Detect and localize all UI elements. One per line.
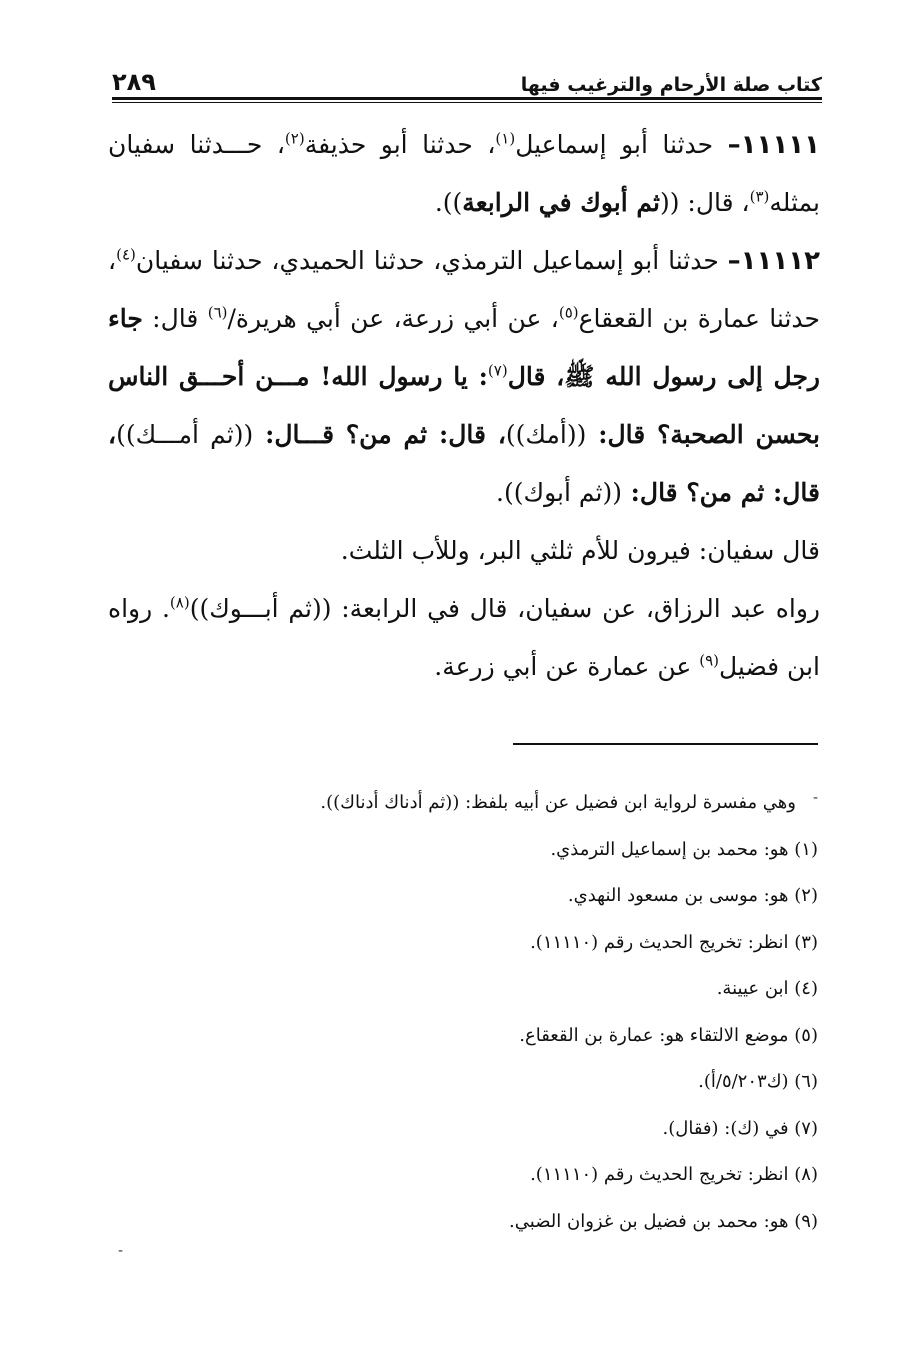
- quoted-text: ((أمك)): [505, 420, 587, 449]
- footnote-6: (٦) (ك٥/٢٠٣/أ).: [698, 1071, 818, 1092]
- prophetic-text: ثم أبوك في الرابعة: [462, 188, 660, 217]
- hadith-number: ١١١١١–: [727, 130, 821, 160]
- hadith-11111: [108, 116, 820, 232]
- footnotes: [150, 780, 818, 1245]
- footnote-ref: (٤): [116, 245, 136, 264]
- hadith-text: حدثنا أبو إسماعيل الترمذي، حدثنا الحميدي، حدثنا سفيان: [135, 246, 719, 275]
- prophetic-text: ، قال: ثم من؟ قـــال:: [253, 420, 506, 449]
- hadith-text: ، حدثنا عمارة بن القعقاع: [108, 246, 820, 333]
- hadith-text: حدثنا أبو إسماعيل: [515, 130, 714, 159]
- footnote-5: (٥) موضع الالتقاء هو: عمارة بن القعقاع.: [519, 1024, 818, 1046]
- footnote-continuation: وهي مفسرة لرواية ابن فضيل عن أبيه بلفظ: ((ثم أدناك أدناك)).: [320, 792, 796, 813]
- main-text: [108, 116, 820, 696]
- prophetic-text: ، قال: ثم من؟ قال:: [108, 420, 820, 507]
- hadith-text: ، قال: ((: [659, 188, 750, 217]
- footnote-9: (٩) هو: محمد بن فضيل بن غزوان الضبي.: [509, 1210, 818, 1232]
- hadith-text: . رواه ابن فضيل: [108, 594, 820, 681]
- margin-mark: -: [812, 790, 818, 806]
- footnote-2: (٢) هو: موسى بن مسعود النهدي.: [567, 885, 818, 906]
- narration-note: [108, 580, 820, 696]
- hadith-text: )).: [434, 188, 463, 217]
- hadith-text: ، حدثنا أبو حذيفة: [304, 130, 496, 159]
- quoted-text: ((ثم أمـــك)): [116, 420, 254, 449]
- footnote-1: (١) هو: محمد بن إسماعيل الترمذي.: [550, 838, 818, 860]
- hadith-text: قال:: [142, 304, 208, 333]
- prophetic-text: جاء رجل إلى رسول الله ﷺ، قال: [108, 304, 820, 391]
- prophetic-text: : يا رسول الله! مـــن أحـــق الناس بحسن الصحبة؟ قال:: [108, 362, 820, 449]
- footnote-ref: (٦): [207, 303, 228, 322]
- footnote-7: (٧) في (ك): (فقال).: [662, 1117, 818, 1139]
- footnote-ref: (٨): [169, 593, 190, 612]
- hadith-text: رواه عبد الرزاق، عن سفيان، قال في الرابعة: ((ثم أبـــوك)): [189, 594, 820, 623]
- footnote-ref: (٥): [558, 303, 579, 322]
- page-number: ٢٨٩: [112, 68, 156, 96]
- footnote-ref: (٢): [284, 129, 305, 148]
- sufyan-comment: قال سفيان: فيرون للأم ثلثي البر، وللأب الثلث.: [340, 536, 820, 565]
- footnote-ref: (١): [495, 129, 516, 148]
- footnote-3: (٣) انظر: تخريج الحديث رقم (١١١١٠).: [530, 931, 818, 953]
- margin-mark: -: [118, 1243, 124, 1259]
- footnote-8: (٨) انظر: تخريج الحديث رقم (١١١١٠).: [530, 1164, 818, 1185]
- footnote-ref: (٣): [749, 187, 770, 206]
- footnote-4: (٤) ابن عيينة.: [716, 978, 818, 999]
- page-header: [112, 66, 822, 96]
- running-title: كتاب صلة الأرحام والترغيب فيها: [520, 74, 822, 96]
- hadith-11112: [108, 232, 820, 522]
- footnote-ref: (٧): [487, 361, 508, 380]
- footnote-ref: (٩): [699, 651, 719, 670]
- hadith-text: ، عن أبي زرعة، عن أبي هريرة/: [227, 304, 559, 333]
- hadith-text: ، حـــدثنا سفيان بمثله: [108, 130, 820, 217]
- footnote-separator: [513, 743, 818, 745]
- quoted-text: ((ثم أبوك)): [503, 478, 622, 507]
- hadith-number: ١١١١٢–: [727, 246, 821, 276]
- hadith-text: .: [496, 478, 504, 507]
- header-rule: [112, 97, 822, 103]
- hadith-text: عن عمارة عن أبي زرعة.: [434, 652, 700, 681]
